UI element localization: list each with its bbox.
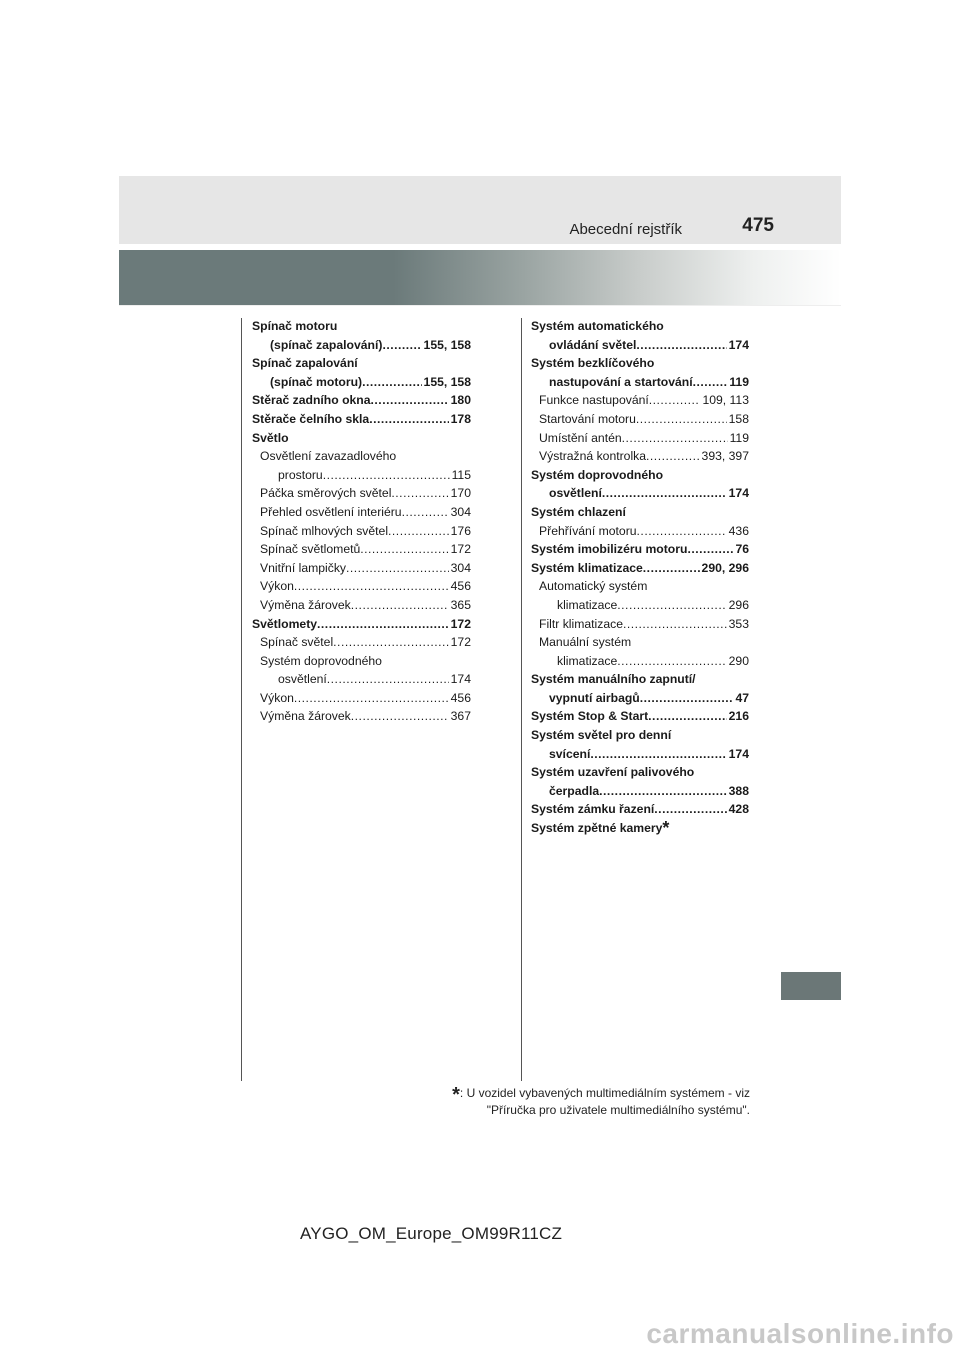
- index-entry: [531, 317, 749, 336]
- index-entry: [531, 336, 749, 355]
- index-entry-page: 456: [450, 690, 471, 705]
- dot-leader: [636, 336, 726, 355]
- index-entry-page: 178: [450, 411, 471, 426]
- index-entry: [252, 503, 471, 522]
- dot-leader: [617, 596, 726, 615]
- index-entry-page: 115: [451, 467, 471, 482]
- index-entry-term: klimatizace: [557, 597, 618, 612]
- index-entry: [252, 670, 471, 689]
- index-entry: [252, 447, 471, 466]
- dot-leader: [351, 707, 449, 726]
- page-number: 475: [742, 215, 774, 236]
- index-entry-term: Světlomety: [252, 616, 318, 631]
- index-entry: [531, 707, 749, 726]
- index-entry-term: prostoru: [278, 467, 323, 482]
- index-entry-page: 109, 113: [702, 393, 749, 408]
- index-entry-term: Systém Stop & Start: [531, 709, 649, 724]
- dot-leader: [391, 484, 448, 503]
- index-entry-term: Umístění antén: [539, 430, 622, 445]
- index-entry-page: 428: [728, 802, 749, 817]
- index-entry-page: 76: [735, 542, 749, 557]
- index-entry: [252, 559, 471, 578]
- dot-leader: [362, 373, 421, 392]
- index-entry: [252, 466, 471, 485]
- index-entry: [531, 689, 749, 708]
- index-entry-term: Manuální systém: [539, 635, 632, 650]
- index-entry-term: Systém zámku řazení: [531, 802, 655, 817]
- chapter-side-tab: [781, 972, 841, 1000]
- index-entry-term: Světlo: [252, 430, 289, 445]
- dot-leader: [648, 707, 726, 726]
- chapter-gradient-band: [119, 250, 841, 305]
- index-entry-term: Spínač světel: [260, 635, 334, 650]
- index-entry-term: Stěrač zadního okna: [252, 393, 371, 408]
- dot-leader: [371, 391, 449, 410]
- footnote-line-1: [452, 1084, 750, 1106]
- index-entry-term: Automatický systém: [539, 579, 648, 594]
- index-entry-term: Vnitřní lampičky: [260, 560, 347, 575]
- index-entry: [252, 317, 471, 336]
- index-entry: [531, 763, 749, 782]
- index-entry-page: 119: [729, 430, 749, 445]
- index-entry: [252, 652, 471, 671]
- index-entry: [531, 522, 749, 541]
- dot-leader: [590, 745, 726, 764]
- index-entry-page: 174: [728, 486, 749, 501]
- dot-leader: [294, 577, 449, 596]
- index-entry: [252, 410, 471, 429]
- index-entry-page: 290: [728, 653, 749, 668]
- middle-column-rule: [521, 318, 522, 1081]
- index-entry-term: Spínač motoru: [252, 319, 338, 333]
- dot-leader: [360, 540, 448, 559]
- index-entry-term: klimatizace: [557, 653, 618, 668]
- index-entry-term: nastupování a startování: [549, 374, 693, 389]
- index-entry: [531, 391, 749, 410]
- dot-leader: [402, 503, 449, 522]
- index-entry-term: Spínač mlhových světel: [260, 523, 389, 538]
- index-entry-page: 180: [450, 393, 471, 408]
- dot-leader: [687, 540, 733, 559]
- index-entry: [531, 559, 749, 578]
- index-entry-page: 172: [450, 542, 471, 557]
- index-entry: [252, 633, 471, 652]
- index-entry-term: Startování motoru: [539, 411, 636, 426]
- dot-leader: [643, 559, 700, 578]
- dot-leader: [351, 596, 449, 615]
- index-entry: [531, 819, 749, 838]
- header-band: [119, 176, 841, 244]
- index-entry: [531, 615, 749, 634]
- dot-leader: [327, 670, 449, 689]
- index-entry-page: 388: [728, 783, 749, 798]
- index-entry: [531, 577, 749, 596]
- index-entry-page: 158: [728, 411, 749, 426]
- index-entry-term: Systém světel pro denní: [531, 728, 672, 743]
- index-entry-term: Spínač světlometů: [260, 542, 361, 557]
- index-entry-term: Páčka směrových světel: [260, 486, 392, 501]
- index-entry-term: Přehřívání motoru: [539, 523, 637, 538]
- index-entry-term: osvětlení: [278, 672, 327, 687]
- index-entry: [531, 540, 749, 559]
- index-entry: [252, 540, 471, 559]
- index-entry-page: 290, 296: [701, 560, 749, 575]
- index-entry: [531, 484, 749, 503]
- section-title: Abecední rejstřík: [569, 221, 682, 238]
- index-entry-term: Systém zpětné kamery: [531, 821, 663, 836]
- index-entry-page: 119: [729, 374, 749, 389]
- index-entry: [531, 503, 749, 522]
- index-entry-page: 172: [450, 635, 471, 650]
- index-entry-term: Výstražná kontrolka: [539, 449, 647, 464]
- index-entry-page: 216: [728, 709, 749, 724]
- dot-leader: [646, 447, 700, 466]
- index-entry-term: Výkon: [260, 579, 294, 594]
- dot-leader: [623, 615, 727, 634]
- dot-leader: [622, 429, 728, 448]
- index-entry-term: Výměna žárovek: [260, 597, 351, 612]
- index-entry-term: Systém chlazení: [531, 504, 626, 519]
- index-entry-page: 47: [735, 690, 749, 705]
- index-entry: [531, 410, 749, 429]
- index-entry-page: 155, 158: [423, 337, 471, 352]
- index-entry: [252, 391, 471, 410]
- index-entry-page: 365: [450, 597, 471, 612]
- dot-leader: [369, 410, 448, 429]
- index-entry: [531, 652, 749, 671]
- index-entry-page: 176: [450, 523, 471, 538]
- dot-leader: [323, 466, 450, 485]
- index-entry-term: Výměna žárovek: [260, 709, 351, 724]
- footnote-line-2: "Příručka pro uživatele multimediálního systému".: [486, 1103, 750, 1117]
- dot-leader: [637, 522, 727, 541]
- index-entry-term: Osvětlení zavazadlového: [260, 449, 397, 464]
- index-entry-term: Systém doprovodného: [531, 467, 664, 482]
- index-entry-term: Přehled osvětlení interiéru: [260, 504, 402, 519]
- footnote-marker: *: [662, 819, 670, 838]
- index-entry-term: svícení: [549, 746, 591, 761]
- index-entry-page: 174: [450, 672, 471, 687]
- index-entry-term: čerpadla: [549, 783, 600, 798]
- index-entry: [252, 596, 471, 615]
- index-entry-term: Systém klimatizace: [531, 560, 643, 575]
- document-code: AYGO_OM_Europe_OM99R11CZ: [300, 1224, 563, 1243]
- index-entry-page: 155, 158: [423, 374, 471, 389]
- watermark: carmanualsonline.info: [646, 1318, 954, 1349]
- index-entry-term: Systém uzavření palivového: [531, 765, 695, 780]
- index-entry-page: 174: [728, 746, 749, 761]
- dot-leader: [649, 391, 701, 410]
- index-entry-page: 436: [728, 523, 749, 538]
- index-entry: [531, 596, 749, 615]
- index-entry: [531, 447, 749, 466]
- footnote-star: *: [452, 1084, 460, 1106]
- index-entry-page: 393, 397: [701, 449, 749, 464]
- dot-leader: [636, 410, 727, 429]
- index-entry: [252, 615, 471, 634]
- index-entry-term: ovládání světel: [549, 337, 637, 352]
- index-entry-term: Výkon: [260, 690, 294, 705]
- dot-leader: [294, 689, 449, 708]
- index-entry-term: Funkce nastupování: [539, 393, 649, 408]
- index-entry-page: 304: [450, 560, 471, 575]
- index-entry: [531, 800, 749, 819]
- index-entry: [252, 707, 471, 726]
- index-entry: [252, 336, 471, 355]
- index-entry-term: Stěrače čelního skla: [252, 411, 370, 426]
- index-entry: [252, 577, 471, 596]
- index-entry-page: 367: [450, 709, 471, 724]
- dot-leader: [602, 484, 727, 503]
- index-entry-term: (spínač zapalování): [270, 337, 383, 352]
- index-entry-page: 170: [450, 486, 471, 501]
- index-entry: [531, 726, 749, 745]
- footnote: [452, 1086, 750, 1118]
- index-column-left: [252, 317, 471, 726]
- dot-leader: [599, 782, 727, 801]
- index-entry-term: Spínač zapalování: [252, 356, 358, 371]
- index-entry: [531, 745, 749, 764]
- footnote-text-1: : U vozidel vybavených multimediálním systémem - viz: [459, 1086, 750, 1100]
- index-entry-page: 174: [728, 337, 749, 352]
- index-entry-page: 353: [728, 616, 749, 631]
- dot-leader: [333, 633, 448, 652]
- index-entry: [252, 689, 471, 708]
- index-entry: [531, 429, 749, 448]
- index-entry: [531, 633, 749, 652]
- index-entry-term: Systém doprovodného: [260, 653, 382, 668]
- index-entry-page: 456: [450, 579, 471, 594]
- index-entry: [252, 373, 471, 392]
- header-divider: [119, 305, 841, 306]
- index-entry-term: Systém automatického: [531, 319, 664, 333]
- index-entry: [531, 373, 749, 392]
- dot-leader: [317, 615, 449, 634]
- dot-leader: [640, 689, 734, 708]
- index-entry: [531, 782, 749, 801]
- index-entry-term: (spínač motoru): [270, 374, 363, 389]
- index-entry-term: Filtr klimatizace: [539, 616, 623, 631]
- index-entry-term: Systém bezklíčového: [531, 356, 655, 371]
- index-entry: [531, 670, 749, 689]
- index-column-right: [531, 317, 749, 838]
- index-entry-term: osvětlení: [549, 486, 602, 501]
- index-entry-page: 172: [450, 616, 471, 631]
- dot-leader: [654, 800, 726, 819]
- index-entry-term: Systém manuálního zapnutí/: [531, 672, 696, 687]
- index-entry-term: Systém imobilizéru motoru: [531, 542, 688, 557]
- index-entry: [252, 484, 471, 503]
- index-entry: [252, 522, 471, 541]
- left-column-rule: [241, 318, 242, 1081]
- index-entry: [531, 466, 749, 485]
- index-entry-page: 304: [450, 504, 471, 519]
- dot-leader: [382, 336, 421, 355]
- dot-leader: [693, 373, 728, 392]
- dot-leader: [346, 559, 449, 578]
- index-entry: [252, 429, 471, 448]
- dot-leader: [617, 652, 726, 671]
- index-entry-page: 296: [728, 597, 749, 612]
- index-entry: [531, 354, 749, 373]
- dot-leader: [388, 522, 449, 541]
- index-entry: [252, 354, 471, 373]
- index-entry-term: vypnutí airbagů: [549, 690, 640, 705]
